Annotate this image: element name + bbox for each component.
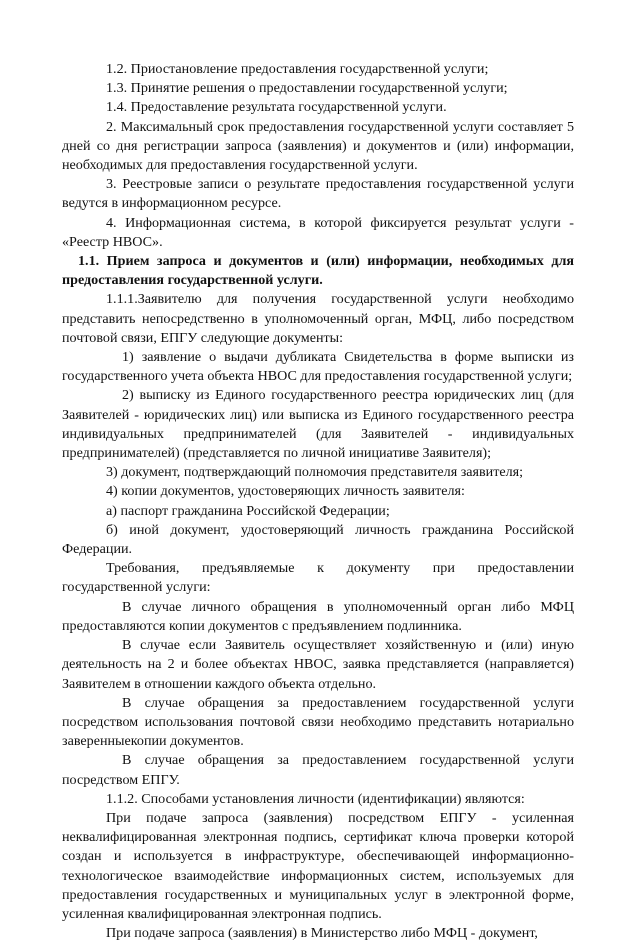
paragraph-1-2: 1.2. Приостановление предоставления государственной услуги;	[106, 61, 489, 77]
list-item-3-authority-document: 3) документ, подтверждающий полномочия представителя заявителя;	[106, 464, 524, 481]
list-item-b-other-document: б) иной документ, удостоверяющий личность гражданина Российской Федерации.	[62, 521, 574, 558]
list-item-1-application: 1) заявление о выдачи дубликата Свидетельства в форме выписки из государственного учета объекта НВОС для предоставления государственной услуги;	[62, 349, 574, 385]
paragraph-postal-appeal: В случае обращения за предоставлением государственной услуги посредством использования почтовой связи необходимо представить нотариально заверенныекопии документов.	[62, 694, 574, 750]
paragraph-2-max-term: 2. Максимальный срок предоставления государственной услуги составляет 5 дней со дня регистрации запроса (заявления) и документов и (или) информации, необходимых для предоставления государственной услуги.	[62, 118, 574, 174]
paragraph-multiple-objects: В случае если Заявитель осуществляет хозяйственную и (или) иную деятельность на 2 и более объектах НВОС, заявка представляется (направляется) Заявителем в отношении каждого объекта отдельно.	[62, 637, 574, 692]
paragraph-4-information-system: 4. Информационная система, в которой фиксируется результат услуги - «Реестр НВОС».	[62, 214, 574, 250]
list-item-4-identity-copies: 4) копии документов, удостоверяющих личность заявителя:	[106, 483, 465, 500]
paragraph-1-4: 1.4. Предоставление результата государственной услуги.	[106, 99, 447, 116]
list-item-a-passport: а) паспорт гражданина Российской Федерации;	[106, 502, 390, 519]
paragraph-epgu-signature: При подаче запроса (заявления) посредством ЕПГУ - усиленная неквалифицированная электронная подпись, сертификат ключа проверки которой создан и используется в инфраструктуре, обеспечивающей информационно-технологическое взаимодействие информационных систем, используемых для предоставления государственных и муниципальных услуг в электронной форме, усиленная квалифицированная электронная подпись.	[62, 809, 574, 922]
paragraph-ministry-mfc: При подаче запроса (заявления) в Министерство либо МФЦ - документ,	[106, 925, 538, 942]
list-item-2-registry-extract: 2) выписку из Единого государственного реестра юридических лиц (для Заявителей - юридических лиц) или выписка из Единого государственного реестра индивидуальных предпринимателей (для Заявителей - индивидуальных предпринимателей) (представляется по личной инициативе Заявителя);	[62, 387, 574, 462]
paragraph-1-1-2: 1.1.2. Способами установления личности (идентификации) являются:	[106, 790, 525, 807]
paragraph-3-registry-records: 3. Реестровые записи о результате предоставления государственной услуги ведутся в информационном ресурсе.	[62, 176, 574, 212]
paragraph-1-3: 1.3. Принятие решения о предоставлении государственной услуги;	[106, 80, 508, 97]
paragraph-epgu-appeal: В случае обращения за предоставлением государственной услуги посредством ЕПГУ.	[62, 752, 574, 788]
paragraph-1-1-1: 1.1.1.Заявителю для получения государственной услуги необходимо представить непосредственно в уполномоченный орган, МФЦ, либо посредством почтовой связи, ЕПГУ следующие документы:	[62, 291, 574, 346]
paragraph-personal-appeal: В случае личного обращения в уполномоченный орган либо МФЦ предоставляются копии документов с предъявлением подлинника.	[62, 598, 574, 634]
section-heading-1-1: 1.1. Прием запроса и документов и (или) информации, необходимых для предоставления государственной услуги.	[62, 253, 574, 289]
paragraph-requirements: Требования, предъявляемые к документу при предоставлении государственной услуги:	[62, 560, 574, 596]
